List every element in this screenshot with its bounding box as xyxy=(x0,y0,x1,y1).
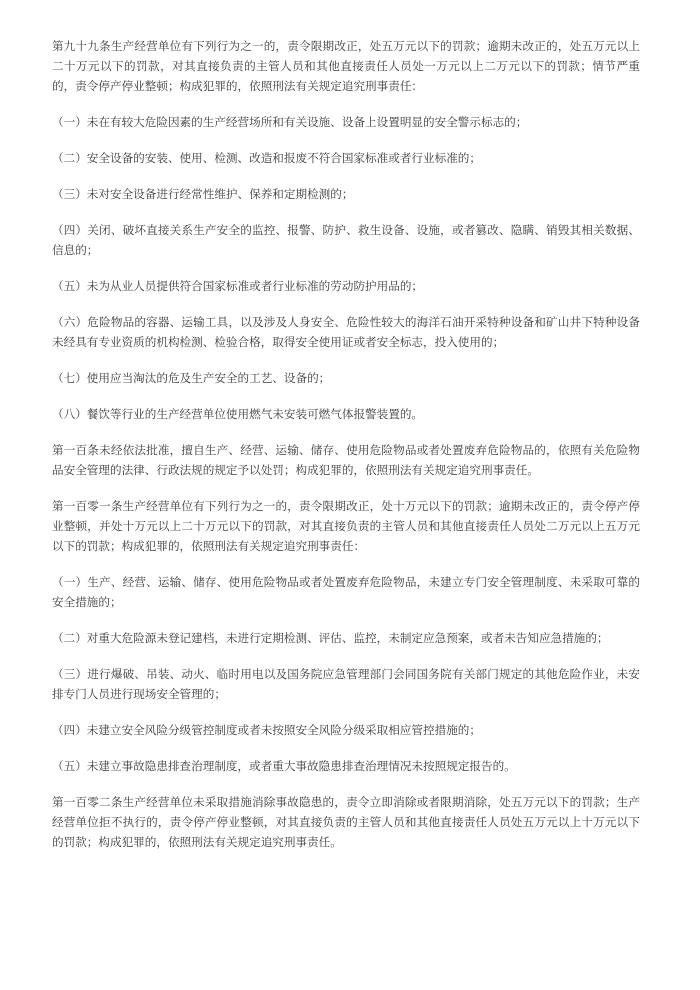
article-101-paragraph: 第一百零一条生产经营单位有下列行为之一的，责令限期改正，处十万元以下的罚款；逾期未改正的，责令停产停业整顿，并处十万元以上二十万元以下的罚款，对其直接负责的主管人员和其他直接责任人员处二万元以上五万元以下的罚款；构成犯罪的，依照刑法有关规定追究刑事责任： xyxy=(52,499,640,553)
article-101-item-5: （五）未建立事故隐患排查治理制度，或者重大事故隐患排查治理情况未按照规定报告的。 xyxy=(52,759,516,773)
article-102-paragraph: 第一百零二条生产经营单位未采取措施消除事故隐患的，责令立即消除或者限期消除，处五万元以下的罚款；生产经营单位拒不执行的，责令停产停业整顿，对其直接负责的主管人员和其他直接责任人员处五万元以上十万元以下的罚款；构成犯罪的，依照刑法有关规定追究刑事责任。 xyxy=(52,795,640,849)
article-99-item-2: （二）安全设备的安装、使用、检测、改造和报废不符合国家标准或者行业标准的； xyxy=(52,151,481,165)
article-99-item-1: （一）未在有较大危险因素的生产经营场所和有关设施、设备上设置明显的安全警示标志的； xyxy=(52,115,528,129)
article-99-paragraph: 第九十九条生产经营单位有下列行为之一的，责令限期改正，处五万元以下的罚款；逾期未改正的，处五万元以上二十万元以下的罚款，对其直接负责的主管人员和其他直接责任人员处一万元以上二万元以下的罚款；情节严重的，责令停产停业整顿；构成犯罪的，依照刑法有关规定追究刑事责任： xyxy=(52,39,640,93)
article-101-item-2: （二）对重大危险源未登记建档，未进行定期检测、评估、监控，未制定应急预案，或者未告知应急措施的； xyxy=(52,631,609,645)
article-99-item-8: （八）餐饮等行业的生产经营单位使用燃气未安装可燃气体报警装置的。 xyxy=(52,407,424,421)
article-101-item-4: （四）未建立安全风险分级管控制度或者未按照安全风险分级采取相应管控措施的； xyxy=(52,723,481,737)
article-101-item-1: （一）生产、经营、运输、储存、使用危险物品或者处置废弃危险物品，未建立专门安全管理制度、未采取可靠的安全措施的； xyxy=(52,575,640,609)
article-99-item-7: （七）使用应当淘汰的危及生产安全的工艺、设备的； xyxy=(52,371,331,385)
article-99-item-6: （六）危险物品的容器、运输工具，以及涉及人身安全、危险性较大的海洋石油开采特种设备和矿山井下特种设备未经具有专业资质的机构检测、检验合格，取得安全使用证或者安全标志，投入使用的； xyxy=(52,315,640,349)
article-101-item-3: （三）进行爆破、吊装、动火、临时用电以及国务院应急管理部门会同国务院有关部门规定的其他危险作业，未安排专门人员进行现场安全管理的； xyxy=(52,667,640,701)
article-99-item-3: （三）未对安全设备进行经常性维护、保养和定期检测的； xyxy=(52,187,354,201)
article-100-paragraph: 第一百条未经依法批准，擅自生产、经营、运输、储存、使用危险物品或者处置废弃危险物品的，依照有关危险物品安全管理的法律、行政法规的规定予以处罚；构成犯罪的，依照刑法有关规定追究刑事责任。 xyxy=(52,443,640,477)
article-99-item-5: （五）未为从业人员提供符合国家标准或者行业标准的劳动防护用品的； xyxy=(52,279,424,293)
article-99-item-4: （四）关闭、破坏直接关系生产安全的监控、报警、防护、救生设备、设施，或者篡改、隐瞒、销毁其相关数据、信息的； xyxy=(52,223,640,257)
